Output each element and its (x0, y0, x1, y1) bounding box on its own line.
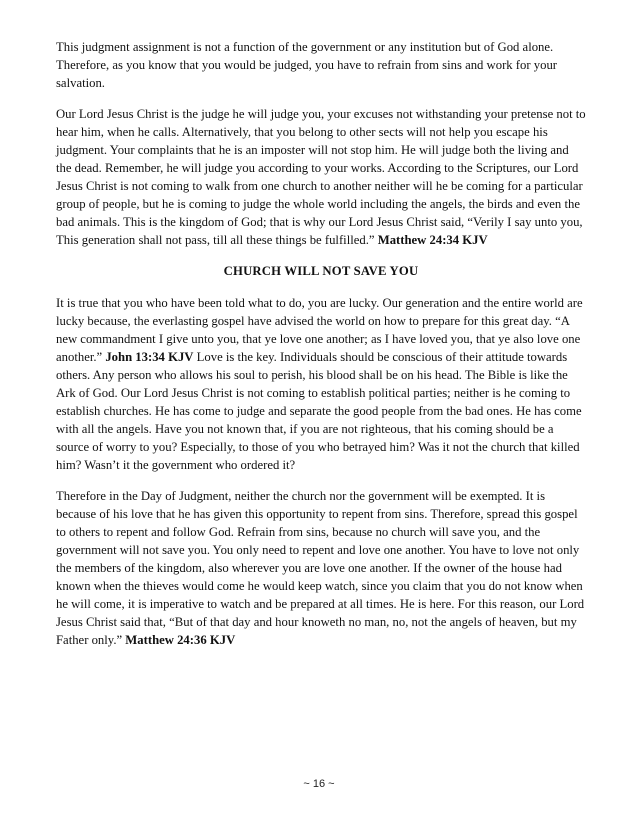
document-body (56, 38, 586, 662)
scripture-reference: Matthew 24:36 KJV (125, 633, 236, 647)
paragraph-lucky (56, 294, 586, 474)
paragraph-lord-judge (56, 105, 586, 249)
paragraph-text: Love is the key. Individuals should be conscious of their attitude towards others. Any person who allows his soul to perish, his blood shall be on his head. The Bible is like the Ark of God. Our Lord Jesus Christ is not coming to establish political parties; neither is he coming to establish churches. He has come to judge and separate the good people from the bad ones. He has come with all the angels. Have you not known that, if you are not righteous, that his coming should be a source of worry to you? Especially, to those of you who betrayed him? Was it not the church that killed him? Wasn’t it the government who ordered it? (56, 350, 582, 472)
paragraph-day-of-judgment (56, 487, 586, 649)
paragraph-text: Therefore in the Day of Judgment, neither the church nor the government will be exempted. It is because of his love that he has given this opportunity to repent from sins. Therefore, spread this gospel to others to repent and follow God. Refrain from sins, because no church will save you, and the government will not save you. You only need to repent and love one another. You have to love not only the members of the kingdom, also wherever you are love one another. If the owner of the house had known when the thieves would come he would keep watch, since you claim that you do not know when he will come, it is imperative to watch and be prepared at all times. He is here. For this reason, our Lord Jesus Christ said that, “But of that day and hour knoweth no man, no, not the angels of heaven, but my Father only.” (56, 489, 585, 647)
scripture-reference: John 13:34 KJV (105, 350, 194, 364)
paragraph-text: Our Lord Jesus Christ is the judge he will judge you, your excuses not withstanding your pretense not to hear him, when he calls. Alternatively, that you belong to other sects will not help you escape his judgment. Your complaints that he is an imposter will not stop him. He will judge both the living and the dead. Remember, he will judge you according to your works. According to the Scriptures, our Lord Jesus Christ is not coming to walk from one church to another neither will he be coming for a particular group of people, but he is coming to judge the whole world including the angels, the birds and even the bad animals. This is the kingdom of God; that is why our Lord Jesus Christ said, “Verily I say unto you, This generation shall not pass, till all these things be fulfilled.” (56, 107, 586, 247)
paragraph-judgment-assignment (56, 38, 586, 92)
section-heading: CHURCH WILL NOT SAVE YOU (223, 264, 419, 278)
paragraph-text: This judgment assignment is not a function of the government or any institution but of God alone. Therefore, as you know that you would be judged, you have to refrain from sins and work for your salvation. (56, 40, 558, 90)
page-number: ~ 16 ~ (303, 778, 335, 790)
paragraph-text: It is true that you who have been told what to do, you are lucky. Our generation and the entire world are lucky because, the everlasting gospel have advised the world on how to prepare for this great day. “A new commandment I give unto you, that ye love one another; as I have loved you, that ye also love one another.” (56, 296, 583, 364)
scripture-reference: Matthew 24:34 KJV (377, 233, 488, 247)
